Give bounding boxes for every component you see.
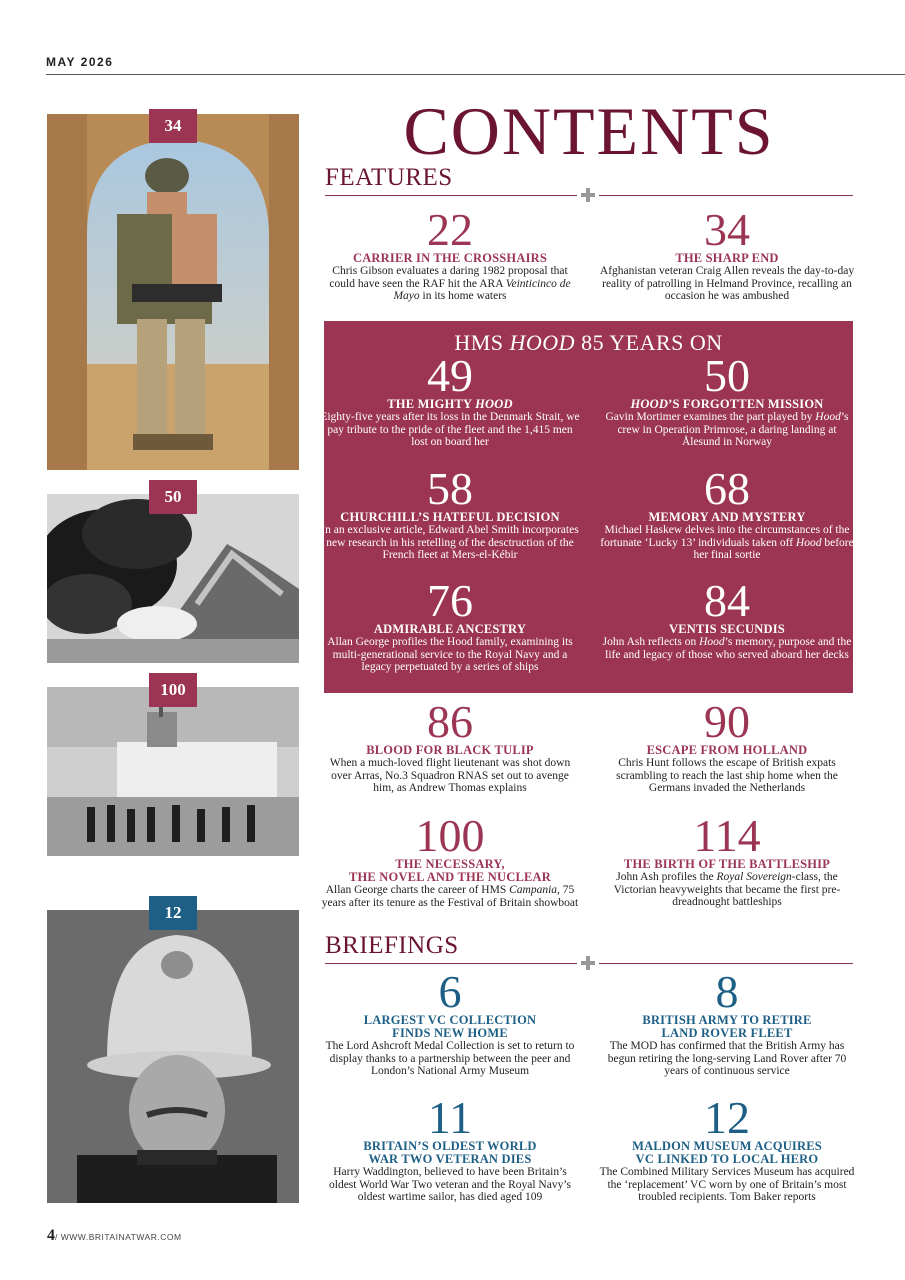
page-number: 6 — [438, 966, 462, 1017]
article-headline: CHURCHILL’S HATEFUL DECISION — [340, 510, 560, 524]
article-headline: BLOOD FOR BLACK TULIP — [366, 743, 534, 757]
article-description: The Lord Ashcroft Medal Collection is set to return to display thanks to a partnership between the peer and London’s National Army Museum — [325, 1040, 575, 1077]
feature-entry-49[interactable] — [320, 350, 580, 449]
hms-hood-panel — [320, 321, 854, 693]
photo-ship-pipers[interactable] — [47, 687, 299, 856]
victorian-soldier-image — [47, 910, 299, 1203]
article-description: John Ash reflects on Hood’s memory, purpose and the life and legacy of those who served aboard her decks — [602, 636, 852, 661]
article-description: Michael Haskew delves into the circumstances of the fortunate ‘Lucky 13’ individuals taken off Hood before her final sortie — [600, 524, 854, 561]
page-number: 114 — [693, 810, 761, 861]
ship-and-pipers-image — [47, 687, 299, 856]
features-rule-left — [325, 195, 577, 196]
photo-badge-100: 100 — [149, 673, 197, 707]
feature-entry-114[interactable] — [597, 810, 857, 909]
article-description: Allan George charts the career of HMS Campania, 75 years after its tenure as the Festival of Britain showboat — [321, 884, 579, 909]
page-number: 76 — [427, 575, 473, 626]
page-number: 86 — [427, 696, 473, 747]
feature-entry-76[interactable] — [320, 575, 580, 674]
features-rule-right — [599, 195, 853, 196]
article-description: Gavin Mortimer examines the part played by Hood’s crew in Operation Primrose, a daring landing at Ålesund in Norway — [605, 411, 849, 448]
briefing-entry-12[interactable] — [597, 1092, 857, 1204]
website-link[interactable]: WWW.BRITAINATWAR.COM — [60, 1232, 182, 1242]
article-description: Allan George profiles the Hood family, examining its multi-generational service to the Royal Navy and a legacy perpetuated by a series of ships — [327, 636, 573, 673]
page-number: 90 — [704, 696, 750, 747]
photo-victorian-soldier[interactable] — [47, 910, 299, 1203]
article-headline: CARRIER IN THE CROSSHAIRS — [352, 251, 548, 265]
article-description: When a much-loved flight lieutenant was shot down over Arras, No.3 Squadron RNAS set out to avenge him, as Andrew Thomas explains — [329, 757, 571, 794]
photo-badge-12: 12 — [149, 896, 197, 930]
page-number: 49 — [427, 350, 473, 401]
header-rule — [46, 74, 905, 75]
feature-entry-84[interactable] — [597, 575, 857, 661]
feature-entry-86[interactable] — [320, 696, 580, 795]
page-title: CONTENTS — [403, 93, 775, 169]
article-headline: BRITISH ARMY TO RETIRE LAND ROVER FLEET — [642, 1013, 812, 1040]
briefings-rule-left — [325, 963, 577, 964]
feature-entry-90[interactable] — [597, 696, 857, 795]
article-headline: MALDON MUSEUM ACQUIRES VC LINKED TO LOCAL HERO — [632, 1139, 822, 1166]
article-headline: ADMIRABLE ANCESTRY — [373, 622, 527, 636]
article-headline: HOOD’S FORGOTTEN MISSION — [630, 397, 824, 411]
page-number: 34 — [704, 204, 750, 255]
feature-entry-50[interactable] — [597, 350, 857, 449]
photo-badge-50: 50 — [149, 480, 197, 514]
page-number: 11 — [427, 1092, 473, 1143]
article-description: The MOD has confirmed that the British Army has begun retiring the long-serving Land Rover after 70 years of continuous service — [607, 1040, 847, 1077]
briefings-rule-right — [599, 963, 853, 964]
article-headline: BRITAIN’S OLDEST WORLD WAR TWO VETERAN DIES — [363, 1139, 537, 1166]
article-description: Chris Gibson evaluates a daring 1982 proposal that could have seen the RAF hit the ARA Veinticinco de Mayo in its home waters — [329, 265, 571, 302]
photo-badge-34: 34 — [149, 109, 197, 143]
issue-date: MAY 2026 — [46, 55, 114, 69]
page-number: 22 — [427, 204, 473, 255]
features-section-label: FEATURES — [325, 164, 453, 191]
page-number: 100 — [415, 810, 485, 861]
feature-entry-100[interactable] — [320, 810, 580, 909]
panel-title: HMS HOOD 85 YEARS ON — [454, 330, 723, 355]
briefing-entry-11[interactable] — [320, 1092, 580, 1204]
article-description: Eighty-five years after its loss in the Denmark Strait, we pay tribute to the pride of the fleet and the 1,415 men lost on board her — [320, 411, 580, 448]
article-headline: LARGEST VC COLLECTION FINDS NEW HOME — [363, 1013, 537, 1040]
briefing-entry-6[interactable] — [320, 966, 580, 1078]
page-number: 50 — [704, 350, 750, 401]
article-description: Harry Waddington, believed to have been Britain’s oldest World War Two veteran and the Royal Navy’s oldest wartime sailor, has died aged 109 — [329, 1166, 571, 1203]
page-number: 8 — [715, 966, 739, 1017]
feature-entry-34[interactable] — [597, 204, 857, 303]
photo-burning-fleet[interactable] — [47, 494, 299, 663]
briefing-entry-8[interactable] — [597, 966, 857, 1078]
article-headline: ESCAPE FROM HOLLAND — [646, 743, 808, 757]
briefings-section-label: BRIEFINGS — [325, 932, 459, 959]
page-footer: 4/ WWW.BRITAINATWAR.COM — [47, 1227, 182, 1244]
folio-page-number: 4 — [47, 1227, 55, 1244]
article-description: Chris Hunt follows the escape of British expats scrambling to reach the last ship home when the Germans invaded the Netherlands — [616, 757, 838, 794]
burning-fleet-image — [47, 494, 299, 663]
article-headline: THE SHARP END — [675, 251, 779, 265]
article-headline: THE NECESSARY, THE NOVEL AND THE NUCLEAR — [348, 857, 552, 884]
photo-soldier-doorway[interactable] — [47, 114, 299, 470]
article-headline: THE BIRTH OF THE BATTLESHIP — [623, 857, 831, 871]
article-description: Afghanistan veteran Craig Allen reveals the day-to-day reality of patrolling in Helmand Province, recalling an occasion he was ambushed — [599, 265, 855, 302]
feature-entry-22[interactable] — [320, 204, 580, 303]
page-number: 84 — [704, 575, 750, 626]
article-headline: THE MIGHTY HOOD — [387, 397, 513, 411]
article-description: In an exclusive article, Edward Abel Smith incorporates new research in his retelling of the desctruction of the French fleet at Mers-el-Kébir — [321, 524, 579, 561]
feature-entry-58[interactable] — [320, 463, 580, 562]
iron-cross-icon — [581, 188, 595, 202]
iron-cross-icon — [581, 956, 595, 970]
page-number: 12 — [704, 1092, 750, 1143]
page-number: 68 — [704, 463, 750, 514]
page-number: 58 — [427, 463, 473, 514]
article-description: The Combined Military Services Museum has acquired the ‘replacement’ VC worn by one of Britain’s most troubled recipients. Tom Baker reports — [599, 1166, 855, 1203]
feature-entry-68[interactable] — [597, 463, 857, 562]
article-headline: MEMORY AND MYSTERY — [648, 510, 806, 524]
article-headline: VENTIS SECUNDIS — [669, 622, 785, 636]
article-description: John Ash profiles the Royal Sovereign-class, the Victorian heavyweights that became the first pre-dreadnought battleships — [613, 871, 841, 908]
soldier-in-doorway-image — [47, 114, 299, 470]
